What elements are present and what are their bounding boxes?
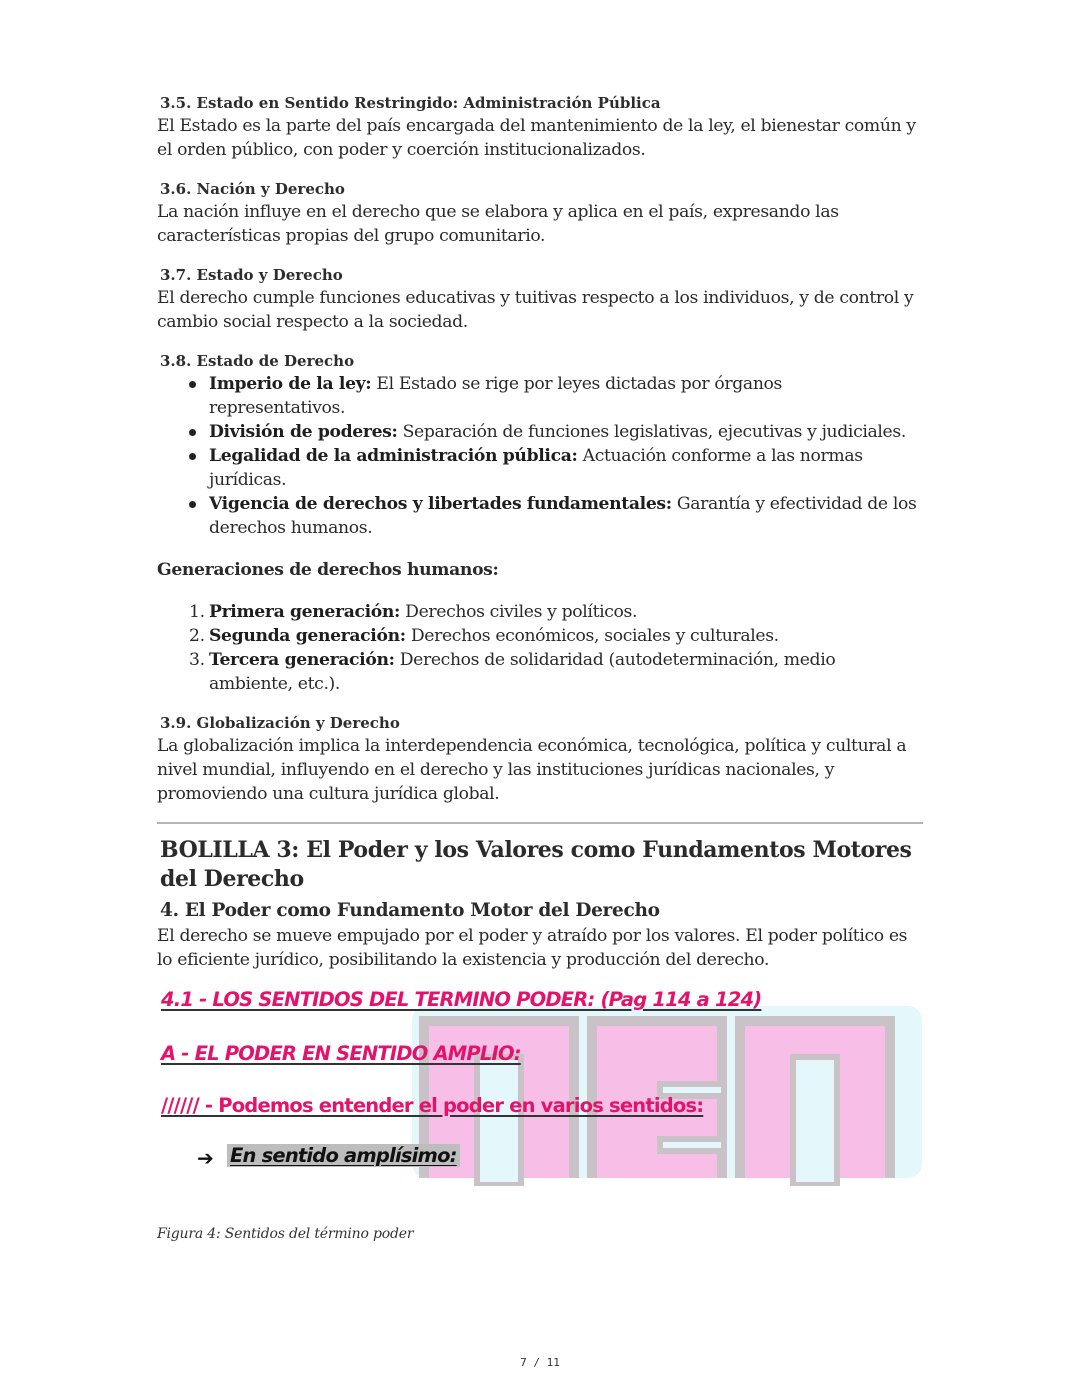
list-item-text: Derechos de solidaridad (autodeterminación, medio ambiente, etc.). [209,650,836,694]
watermark-letter-hole [657,1136,727,1154]
list-item [189,648,923,696]
list-item-text: Garantía y efectividad de los derechos humanos. [209,494,917,538]
list-item-term: División de poderes: [209,422,398,442]
section-heading: 3.6. Nación y Derecho [160,180,345,198]
section-heading: 3.7. Estado y Derecho [160,266,343,284]
list-number: 2. [189,626,205,646]
figure-subheading-line: A - EL PODER EN SENTIDO AMPLIO: [161,1042,521,1065]
chapter-body: El derecho se mueve empujado por el poder y atraído por los valores. El poder político es lo eficiente jurídico, posibilitando la existencia y producción del derecho. [157,926,908,970]
section-heading: 3.5. Estado en Sentido Restringido: Administración Pública [160,94,661,112]
watermark-letter-hole [474,1054,524,1186]
list-item-text: Derechos civiles y políticos. [400,602,638,622]
watermark-letter-hole [790,1054,840,1186]
list-item-term: Segunda generación: [209,626,406,646]
page-number: 7 / 11 [520,1356,560,1369]
list-item-term: Legalidad de la administración pública: [209,446,578,466]
watermark-letter-u2 [735,1016,895,1178]
arrow-right-icon: ➔ [197,1146,214,1170]
section-heading: 3.8. Estado de Derecho [160,352,355,370]
list-item [189,600,923,624]
section-body: La globalización implica la interdependencia económica, tecnológica, política y cultural a nivel mundial, influyendo en el derecho y las instituciones jurídicas nacionales, y promoviendo una cultura jurídica global. [157,736,907,804]
section-body: El Estado es la parte del país encargada del mantenimiento de la ley, el bienestar común y el orden público, con poder y coerción institucionalizados. [157,116,916,160]
figure-image [157,986,923,1186]
list-item [209,444,923,492]
section-3-9 [157,712,923,806]
figure-caption: Figura 4: Sentidos del término poder [157,1226,414,1242]
section-divider [157,822,923,824]
list-item [209,420,923,444]
chapter-title: BOLILLA 3: El Poder y los Valores como Fundamentos Motores del Derecho [160,837,912,892]
figure-text-line: ////// - Podemos entender el poder en varios sentidos: [161,1094,704,1117]
list-item-term: Vigencia de derechos y libertades fundamentales: [209,494,672,514]
section-body: El derecho cumple funciones educativas y tuitivas respecto a los individuos, y de control y cambio social respecto a la sociedad. [157,288,914,332]
list-number: 1. [189,602,205,622]
list-item-term: Tercera generación: [209,650,395,670]
list-item [189,624,923,648]
chapter-subtitle: 4. El Poder como Fundamento Motor del Derecho [160,900,660,921]
section-3-7 [157,264,923,334]
list-item-text: Actuación conforme a las normas jurídicas. [209,446,863,490]
rule-of-law-list [157,372,923,540]
figure-highlight-line: En sentido amplísimo: [227,1144,460,1167]
list-item [209,492,923,540]
list-item [209,372,923,420]
list-item-term: Imperio de la ley: [209,374,372,394]
document-page [157,92,923,1242]
list-number: 3. [189,650,205,670]
list-item-text: Derechos económicos, sociales y culturales. [405,626,779,646]
section-3-8 [157,350,923,540]
figure-heading-line: 4.1 - LOS SENTIDOS DEL TERMINO PODER: (Pag 114 a 124) [161,988,762,1011]
list-item-term: Primera generación: [209,602,401,622]
section-3-5 [157,92,923,162]
list-item-text: Separación de funciones legislativas, ejecutivas y judiciales. [397,422,906,442]
generations-list [157,600,923,696]
generations-title: Generaciones de derechos humanos: [157,560,499,580]
list-item-text: El Estado se rige por leyes dictadas por órganos representativos. [209,374,783,418]
section-body: La nación influye en el derecho que se elabora y aplica en el país, expresando las características propias del grupo comunitario. [157,202,839,246]
section-heading: 3.9. Globalización y Derecho [160,714,400,732]
section-3-6 [157,178,923,248]
